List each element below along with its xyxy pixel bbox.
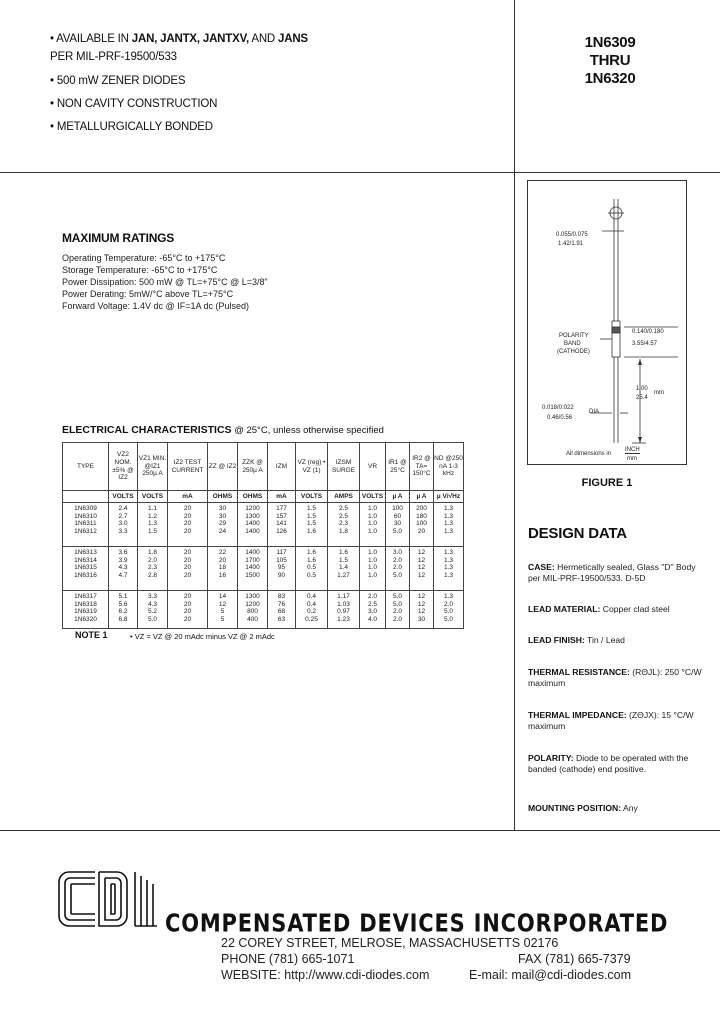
group-cell [138,591,168,629]
col-type: TYPE [63,443,109,491]
col-izm: IZM [268,443,296,491]
company-website[interactable]: WEBSITE: http://www.cdi-diodes.com [221,968,430,982]
table-cell-value: 90 [277,571,286,579]
table-cell-value: 1.6 [306,556,317,564]
table-cell-value: 12 [417,593,426,600]
table-cell-value: 1.6 [338,549,349,556]
table-cell-value: 1.5 [147,527,158,535]
design-item-thermal-resistance: THERMAL RESISTANCE: (RΘJL): 250 °C/W maximum [528,667,702,688]
table-cell-value: 12 [218,600,227,608]
table-cell-value: 180 [416,512,427,520]
table-cell-value: 5.6 [118,600,128,608]
group-cell [360,547,386,591]
group-cell [208,547,238,591]
part-thru: THRU [589,52,631,69]
table-cell-value: 30 [417,615,426,623]
group-cell [109,547,138,591]
table-cell-value: 1400 [245,549,260,556]
table-cell-value: 6.8 [118,615,128,623]
lead-length-unit: mm [654,390,664,396]
design-item-case: CASE: Hermetically sealed, Glass "D" Body per MIL-PRF-19500/533. D-5D [528,562,696,583]
table-cell-value: 20 [183,600,192,608]
table-cell-value: 1N6320 [74,615,97,623]
table-cell-value: 1200 [245,600,260,608]
table-cell-value: 3.9 [118,556,128,564]
table-row [63,591,464,629]
table-row [63,547,464,591]
table-cell-value: 68 [277,608,286,616]
header-divider [514,0,515,172]
table-cell-value: 2.5 [367,600,378,608]
table-cell-value: 1N6311 [74,520,97,528]
table-cell-value: 1400 [245,527,260,535]
design-item-thermal-impedance: THERMAL IMPEDANCE: (ZΘJX): 15 °C/W maximum [528,710,694,731]
col-zzk: ZZK @ 250µ A [238,443,268,491]
table-cell-value: 1.2 [147,512,158,520]
table-cell-value: 83 [277,593,286,600]
table-units-row [63,491,464,503]
table-cell-value: 4.0 [367,615,378,623]
table-cell-value: 95 [277,564,286,572]
table-cell-value: 20 [183,593,192,600]
lead-diameter-mm: 1.42/1.91 [558,241,584,247]
table-cell-value: 0.25 [305,615,318,623]
table-cell-value: 30 [393,520,402,528]
group-cell [434,547,464,591]
table-cell-value: 24 [218,527,227,535]
table-cell-value: 20 [183,549,192,556]
table-cell-value: 2.3 [147,564,158,572]
table-cell-value: 2.0 [147,556,158,564]
table-cell-value: 1.0 [367,520,378,528]
table-cell-value: 1300 [245,593,260,600]
table-cell-value: 3.0 [392,549,403,556]
table-cell-value: 12 [417,571,426,579]
table-cell-value: 2.0 [392,608,403,616]
table-cell-value: 105 [276,556,287,564]
table-cell-value: 12 [417,556,426,564]
col-vz2: VZ2 NOM. ±5% @ IZ2 [109,443,138,491]
table-cell-value: 1N6313 [74,549,97,556]
table-cell-value: 1.3 [443,564,454,572]
table-cell-value: 5.0 [392,593,403,600]
figure-caption: FIGURE 1 [581,477,633,489]
unit-inch: INCH [625,447,640,453]
group-cell [63,591,109,629]
table-cell-value: 1N6318 [74,600,97,608]
table-cell-value: 1.0 [367,505,378,512]
group-cell [268,591,296,629]
table-cell-value: 12 [417,608,426,616]
table-cell-value: 1N6316 [74,571,97,579]
group-cell [268,503,296,547]
table-cell-value: 1400 [245,564,260,572]
body-length-dim: 0.140/0.180 [632,329,664,335]
table-cell-value: 18 [218,564,227,572]
feature-construction: • NON CAVITY CONSTRUCTION [50,98,218,110]
band-label: BAND [564,341,581,347]
table-cell-value: 30 [218,512,227,520]
company-address: 22 COREY STREET, MELROSE, MASSACHUSETTS 02176 [221,936,559,950]
unit-cell: VOLTS [296,491,328,503]
table-cell-value: 1.3 [443,512,454,520]
group-cell [238,503,268,547]
col-izsm: IZSM SURGE [328,443,360,491]
group-cell [328,503,360,547]
table-cell-value: 3.0 [367,608,378,616]
table-cell-value: 76 [277,600,286,608]
lead-diameter-dim: 0.055/0.075 [556,232,588,238]
table-cell-value: 20 [183,564,192,572]
table-cell-value: 2.8 [147,571,158,579]
rating-line: Power Derating: 5mW/°C above TL=+75°C [62,289,234,299]
table-cell-value: 1.03 [337,600,350,608]
design-item-mounting: MOUNTING POSITION: Any [528,803,638,813]
table-cell-value: 5 [220,615,225,623]
table-cell-value: 1N6315 [74,564,97,572]
part-from: 1N6309 [584,34,636,51]
max-ratings-title: MAXIMUM RATINGS [62,231,175,245]
wire-diameter-mm: 0.46/0.56 [547,415,573,421]
table-cell-value: 1.0 [367,549,378,556]
table-cell-value: 1N6310 [74,512,97,520]
table-cell-value: 1N6309 [74,505,97,512]
table-cell-value: 1.3 [443,505,454,512]
table-cell-value: 0.5 [306,564,317,572]
col-vz1: VZ1 MIN. @IZ1 250µ A [138,443,168,491]
group-cell [360,591,386,629]
feature-mil-spec: PER MIL-PRF-19500/533 [50,51,177,63]
group-cell [434,591,464,629]
table-cell-value: 100 [392,505,403,512]
group-cell [138,547,168,591]
table-cell-value: 0.5 [306,571,317,579]
table-cell-value: 5.0 [392,600,403,608]
table-cell-value: 6.2 [118,608,128,616]
table-cell-value: 12 [417,564,426,572]
table-cell-value: 29 [218,520,227,528]
table-cell-value: 1200 [245,505,260,512]
table-cell-value: 800 [247,608,258,616]
table-cell-value: 1N6319 [74,608,97,616]
table-cell-value: 1.6 [306,527,317,535]
table-cell-value: 1.6 [306,549,317,556]
table-cell-value: 0.4 [306,600,317,608]
group-cell [410,547,434,591]
table-cell-value: 16 [218,571,227,579]
table-cell-value: 1.17 [337,593,350,600]
table-cell-value: 100 [416,520,427,528]
table-cell-value: 1.8 [147,549,158,556]
table-cell-value: 5.0 [147,615,158,623]
unit-cell: VOLTS [138,491,168,503]
group-cell [168,503,208,547]
table-cell-value: 1700 [245,556,260,564]
figure-box [527,180,687,465]
group-cell [410,591,434,629]
col-ir1: IR1 @ 25°C [386,443,410,491]
company-fax: FAX (781) 665-7379 [518,952,631,966]
cdi-logo [55,866,160,932]
table-cell-value: 5.0 [392,527,403,535]
rating-line: Forward Voltage: 1.4V dc @ IF=1A dc (Pulsed) [62,301,249,311]
table-cell-value: 117 [276,549,287,556]
company-name: COMPENSATED DEVICES INCORPORATED [165,909,669,938]
table-cell-value: 1.5 [306,512,317,520]
group-cell [434,503,464,547]
table-cell-value: 2.0 [392,556,403,564]
table-cell-value: 177 [276,505,287,512]
header-rule [0,172,720,173]
table-cell-value: 1.5 [338,556,349,564]
group-cell [168,591,208,629]
table-cell-value: 12 [417,549,426,556]
group-cell [328,591,360,629]
unit-cell: AMPS [328,491,360,503]
table-cell-value: 1.0 [367,556,378,564]
group-cell [208,591,238,629]
table-cell-value: 4.7 [118,571,128,579]
table-cell-value: 5.0 [443,608,454,616]
table-cell-value: 20 [417,527,426,535]
group-cell [208,503,238,547]
body-length-mm: 3.55/4.57 [632,341,658,347]
design-data-title: DESIGN DATA [528,525,627,542]
unit-cell: µ A [410,491,434,503]
table-cell-value: 20 [183,505,192,512]
table-cell-value: 22 [218,549,227,556]
electrical-title: ELECTRICAL CHARACTERISTICS @ 25°C, unless otherwise specified [62,424,384,436]
col-vzreg: VZ (reg) • VZ (1) [296,443,328,491]
table-cell-value: 1.4 [338,564,349,572]
table-cell-value: 5.0 [392,571,403,579]
table-cell-value: 4.3 [147,600,158,608]
table-cell-value: 1.3 [443,527,454,535]
column-divider [514,172,515,830]
note-label: NOTE 1 [75,630,108,640]
table-cell-value: 30 [218,505,227,512]
table-cell-value: 5 [220,608,225,616]
group-cell [238,547,268,591]
group-cell [109,503,138,547]
unit-cell: mA [268,491,296,503]
table-cell-value: 20 [183,520,192,528]
unit-cell: mA [168,491,208,503]
table-cell-value: 1.3 [443,549,454,556]
table-cell-value: 2.4 [118,505,128,512]
table-row [63,503,464,547]
table-cell-value: 1.0 [367,571,378,579]
feature-bonded: • METALLURGICALLY BONDED [50,121,213,133]
table-cell-value: 1.0 [367,564,378,572]
note-text: • VZ = VZ @ 20 mAdc minus VZ @ 2 mAdc [130,632,275,641]
group-cell [296,591,328,629]
table-cell-value: 60 [393,512,402,520]
table-cell-value: 1.3 [443,520,454,528]
group-cell [296,547,328,591]
col-vr: VR [360,443,386,491]
unit-cell: µ A [386,491,410,503]
table-cell-value: 1400 [245,520,260,528]
dia-label: DIA [589,409,600,415]
electrical-table [62,442,464,629]
table-cell-value: 20 [183,615,192,623]
group-cell [386,503,410,547]
group-cell [168,547,208,591]
table-cell-value: 20 [183,527,192,535]
table-cell-value: 141 [276,520,287,528]
table-cell-value: 12 [417,600,426,608]
footer-rule [0,830,720,831]
part-to: 1N6320 [584,70,636,87]
table-cell-value: 1.8 [338,527,349,535]
col-nd: ND @250 nA 1-3 kHz [434,443,464,491]
table-cell-value: 14 [218,593,227,600]
table-cell-value: 2.3 [338,520,349,528]
unit-cell: VOLTS [360,491,386,503]
table-cell-value: 3.6 [118,549,128,556]
table-cell-value: 20 [183,571,192,579]
table-cell-value: 157 [276,512,287,520]
design-item-lead-finish: LEAD FINISH: Tin / Lead [528,635,625,645]
table-cell-value: 1.3 [443,593,454,600]
table-cell-value: 1.0 [367,527,378,535]
table-cell-value: 2.0 [367,593,378,600]
table-cell-value: 20 [183,512,192,520]
table-cell-value: 1N6314 [74,556,97,564]
unit-mm: mm [627,456,637,462]
unit-cell: VOLTS [109,491,138,503]
max-ratings-list [62,252,268,312]
feature-zener: • 500 mW ZENER DIODES [50,75,186,87]
table-cell-value: 20 [218,556,227,564]
table-cell-value: 5.2 [147,608,158,616]
table-cell-value: 5.1 [118,593,128,600]
table-cell-value: 2.5 [338,505,349,512]
wire-diameter-dim: 0.018/0.022 [542,405,574,411]
table-cell-value: 400 [247,615,258,623]
rating-line: Operating Temperature: -65°C to +175°C [62,253,226,263]
table-cell-value: 1N6312 [74,527,97,535]
table-cell-value: 63 [277,615,286,623]
table-header-row [63,443,464,491]
table-cell-value: 1.0 [367,512,378,520]
dims-note: All dimensions in [566,451,612,457]
rating-line: Storage Temperature: -65°C to +175°C [62,265,218,275]
table-cell-value: 1.27 [337,571,350,579]
table-cell-value: 3.3 [147,593,158,600]
group-cell [328,547,360,591]
table-cell-value: 1N6317 [74,593,97,600]
table-cell-value: 3.3 [118,527,128,535]
feature-availability: • AVAILABLE IN JAN, JANTX, JANTXV, AND JANS [50,33,308,45]
design-item-lead-material: LEAD MATERIAL: Copper clad steel [528,604,670,614]
table-cell-value: 2.0 [443,600,454,608]
group-cell [386,547,410,591]
table-cell-value: 126 [276,527,287,535]
table-cell-value: 2.0 [392,564,403,572]
cathode-label: (CATHODE) [557,349,590,355]
company-phone: PHONE (781) 665-1071 [221,952,355,966]
group-cell [238,591,268,629]
table-cell-value: 1500 [245,571,260,579]
table-cell-value: 1.3 [147,520,158,528]
table-cell-value: 2.5 [338,512,349,520]
group-cell [360,503,386,547]
table-cell-value: 1.23 [337,615,350,623]
design-item-polarity: POLARITY: Diode to be operated with the banded (cathode) end positive. [528,753,689,774]
table-cell-value: 1.3 [443,556,454,564]
col-zz: ZZ @ IZ2 [208,443,238,491]
table-cell-value: 4.3 [118,564,128,572]
table-cell-value: 2.0 [392,615,403,623]
table-cell-value: 1.1 [147,505,158,512]
unit-cell: OHMS [238,491,268,503]
table-cell-value: 1300 [245,512,260,520]
table-cell-value: 0.2 [306,608,317,616]
company-email[interactable]: E-mail: mail@cdi-diodes.com [469,968,632,982]
table-cell-value: 0.97 [337,608,350,616]
polarity-label: POLARITY [559,333,589,339]
table-cell-value: 1.5 [306,520,317,528]
table-cell-value: 5.0 [443,615,454,623]
group-cell [410,503,434,547]
part-number-range [555,34,665,88]
group-cell [138,503,168,547]
table-cell-value: 3.0 [118,520,128,528]
table-note [75,630,275,641]
table-cell-value: 0.4 [306,593,317,600]
table-cell-value: 1.3 [443,571,454,579]
rating-line: Power Dissipation: 500 mW @ TL=+75°C @ L=3/8" [62,277,268,287]
col-iz2: IZ2 TEST CURRENT [168,443,208,491]
table-cell-value: 20 [183,608,192,616]
table-cell-value: 1.5 [306,505,317,512]
group-cell [268,547,296,591]
col-ir2: IR2 @ TA= 150°C [410,443,434,491]
lead-length-mm: 25.4 [636,395,648,401]
diode-outline-drawing [528,181,686,464]
table-cell-value: 200 [416,505,427,512]
unit-cell: OHMS [208,491,238,503]
unit-cell: µ V/√Hz [434,491,464,503]
group-cell [63,547,109,591]
table-cell-value: 20 [183,556,192,564]
group-cell [296,503,328,547]
lead-length-dim: 1.00 [636,386,648,392]
group-cell [63,503,109,547]
group-cell [386,591,410,629]
table-cell-value: 2.7 [118,512,128,520]
group-cell [109,591,138,629]
unit-cell [63,491,109,503]
